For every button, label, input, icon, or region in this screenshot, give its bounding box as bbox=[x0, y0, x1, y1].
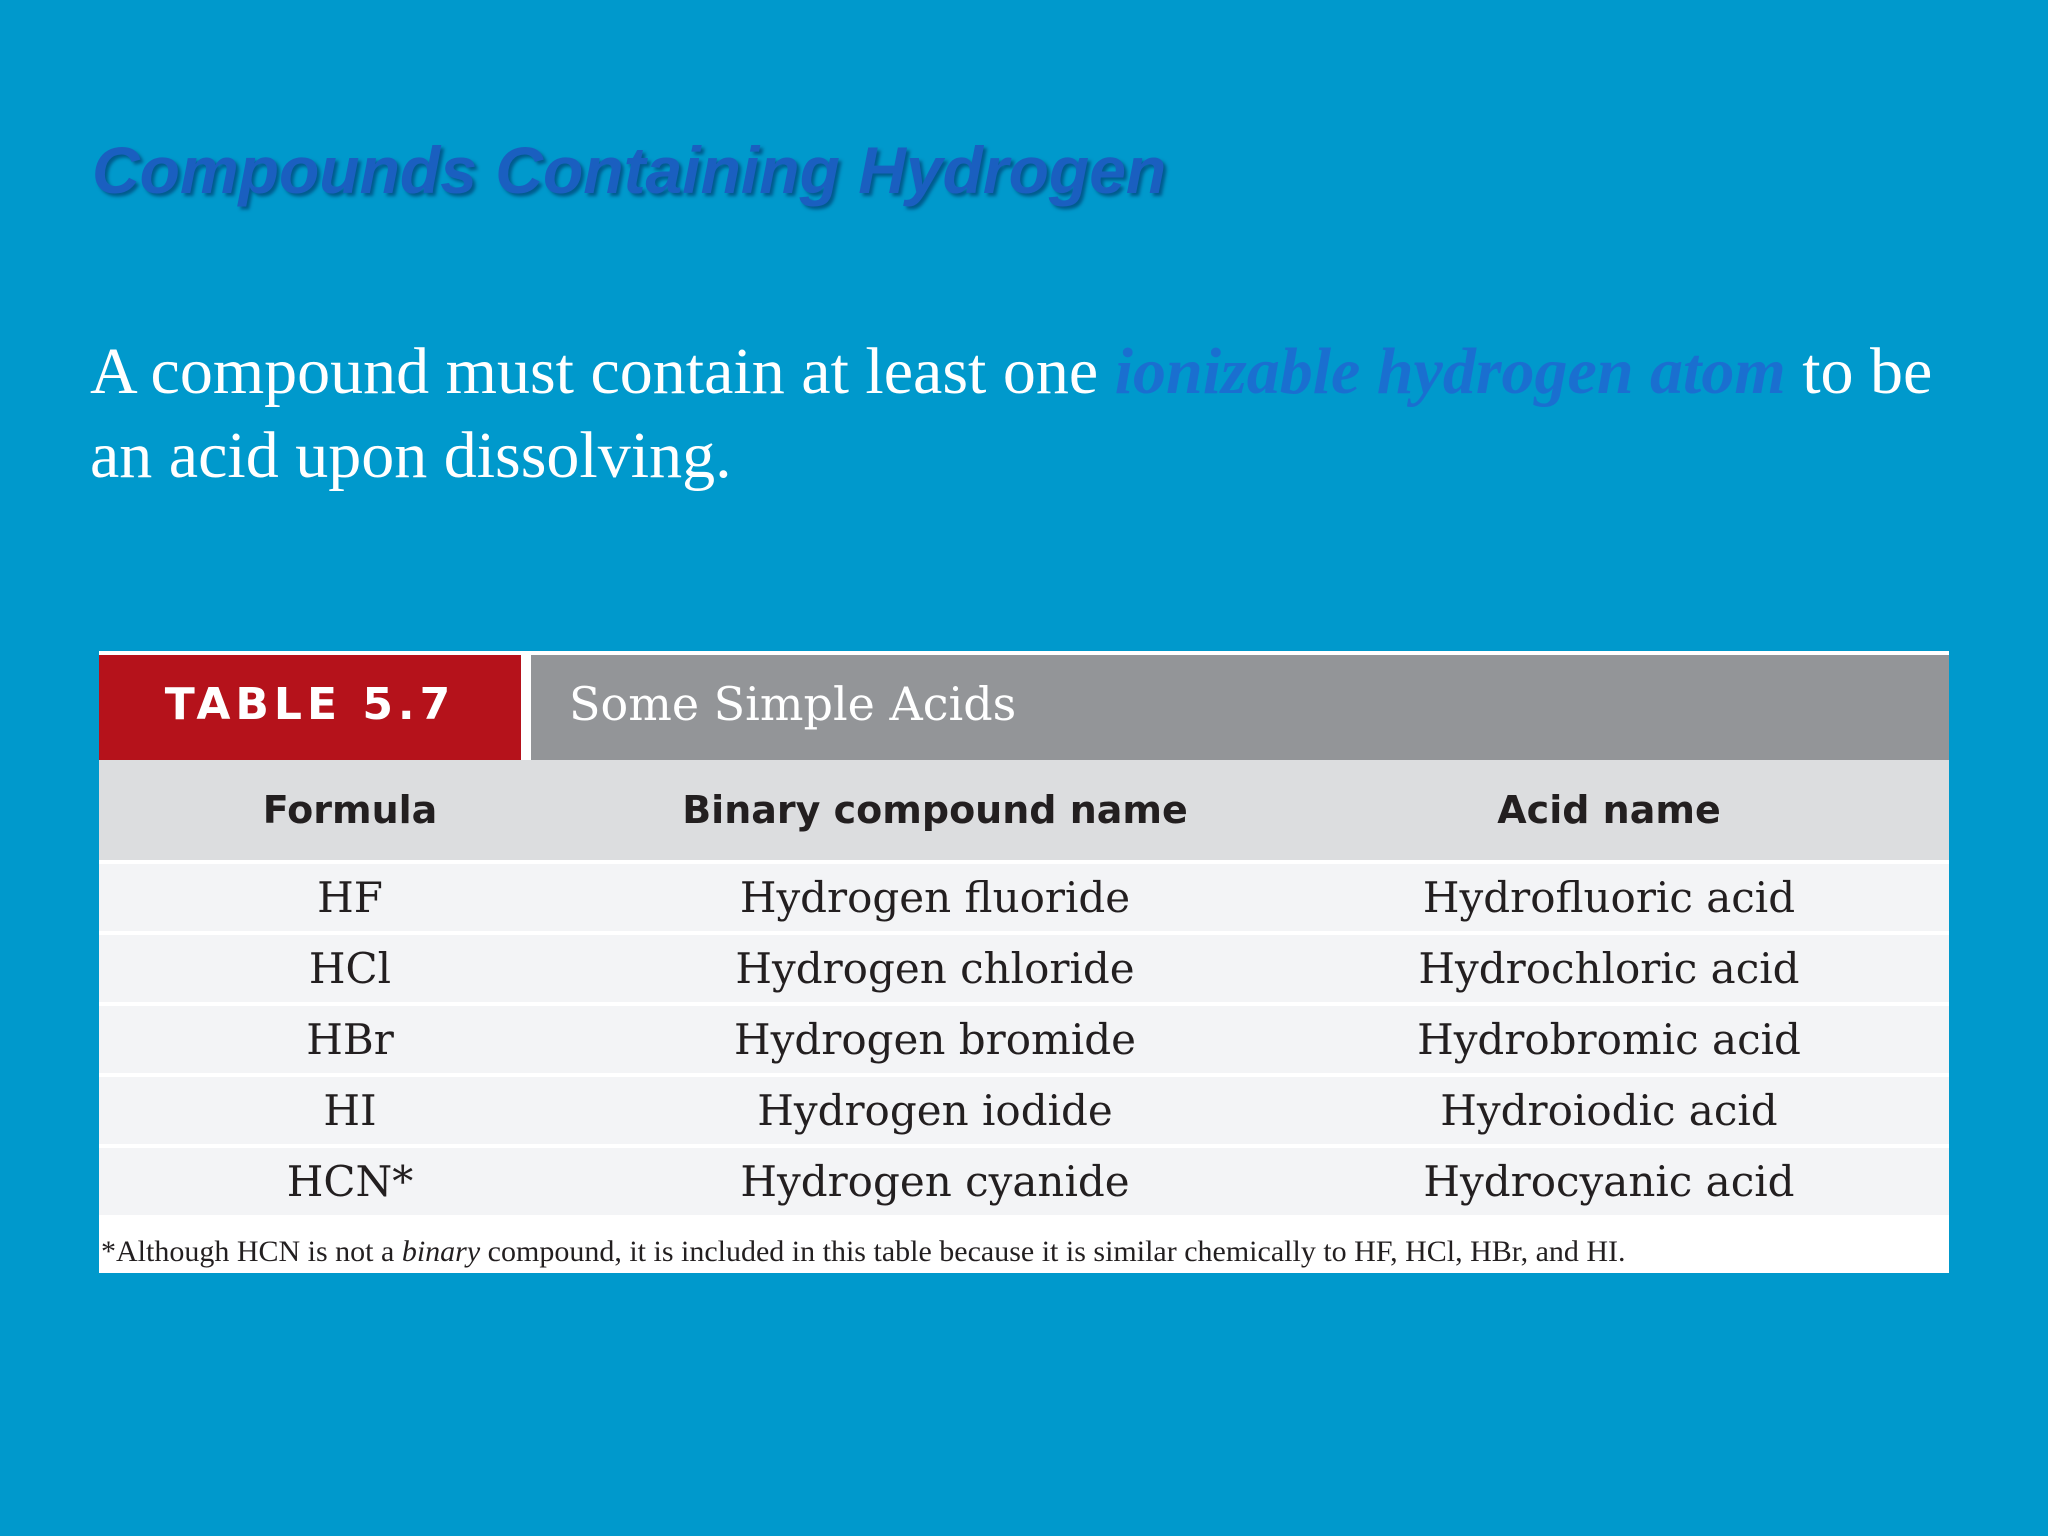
table-number-label: TABLE 5.7 bbox=[99, 655, 521, 760]
table-row bbox=[99, 1004, 1949, 1075]
table-caption: Some Simple Acids bbox=[531, 655, 1949, 760]
table-header-bar bbox=[99, 651, 1949, 760]
table-row bbox=[99, 1075, 1949, 1146]
cell-binary-name: Hydrogen iodide bbox=[601, 1075, 1269, 1146]
table-row bbox=[99, 933, 1949, 1004]
footnote-italic-term: binary bbox=[401, 1235, 481, 1268]
cell-formula: HI bbox=[99, 1075, 601, 1146]
cell-formula: HF bbox=[99, 862, 601, 933]
cell-binary-name: Hydrogen cyanide bbox=[601, 1146, 1269, 1215]
cell-acid-name: Hydrofluoric acid bbox=[1269, 862, 1949, 933]
cell-binary-name: Hydrogen chloride bbox=[601, 933, 1269, 1004]
cell-formula: HCN* bbox=[99, 1146, 601, 1215]
table-header-row bbox=[99, 760, 1949, 862]
cell-acid-name: Hydrobromic acid bbox=[1269, 1004, 1949, 1075]
table-row bbox=[99, 1146, 1949, 1215]
cell-binary-name: Hydrogen fluoride bbox=[601, 862, 1269, 933]
footnote-end: compound, it is included in this table because it is similar chemically to HF, HCl, HBr, and HI. bbox=[480, 1235, 1626, 1268]
acids-table bbox=[99, 760, 1949, 1215]
footnote-start: *Although HCN is not a bbox=[101, 1235, 402, 1268]
cell-formula: HCl bbox=[99, 933, 601, 1004]
cell-formula: HBr bbox=[99, 1004, 601, 1075]
column-header-acid-name: Acid name bbox=[1269, 760, 1949, 862]
cell-acid-name: Hydrocyanic acid bbox=[1269, 1146, 1949, 1215]
cell-acid-name: Hydrochloric acid bbox=[1269, 933, 1949, 1004]
acids-table-figure bbox=[99, 651, 1949, 1273]
cell-binary-name: Hydrogen bromide bbox=[601, 1004, 1269, 1075]
body-highlight-term: ionizable hydrogen atom bbox=[1114, 335, 1786, 408]
body-text-end: to be an acid upon dissolving. bbox=[90, 335, 1933, 492]
cell-acid-name: Hydroiodic acid bbox=[1269, 1075, 1949, 1146]
column-header-binary-name: Binary compound name bbox=[601, 760, 1269, 862]
table-row bbox=[99, 862, 1949, 933]
table-footnote bbox=[101, 1235, 1626, 1269]
column-header-formula: Formula bbox=[99, 760, 601, 862]
body-text-start: A compound must contain at least one bbox=[90, 335, 1115, 408]
slide-body-text bbox=[90, 330, 1970, 498]
slide-title: Compounds Containing Hydrogen bbox=[92, 133, 1167, 207]
